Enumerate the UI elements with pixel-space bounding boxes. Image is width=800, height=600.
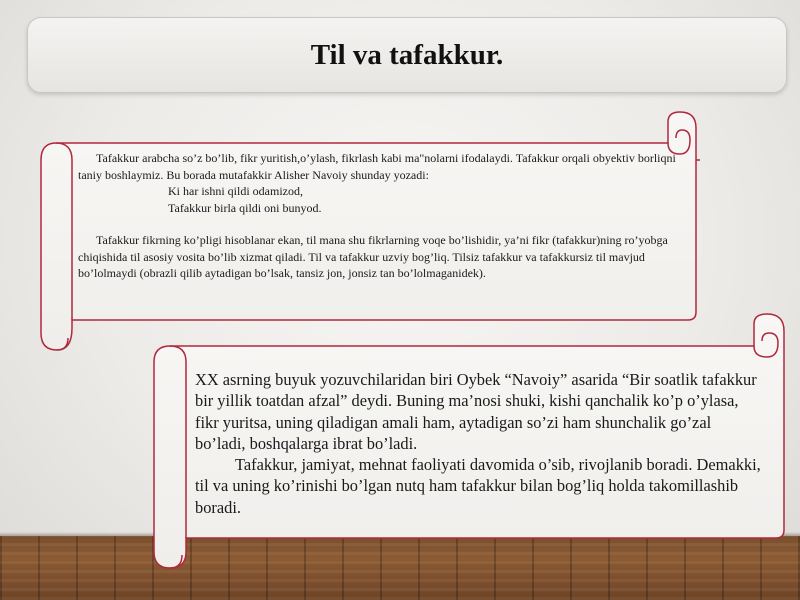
verse-line-1: Ki har ishni qildi odamizod,: [168, 184, 303, 198]
scroll-1-paragraph-2: Tafakkur fikrning ko’pligi hisoblanar ekan, til mana shu fikrlarning voqe bo’lishidir, ya’ni fikr (tafakkur)ning ro’yobga chiqishida til asosiy vosita bo’lib xizmat qiladi. Til va tafakkur uzviy bog’liq. Tilsiz tafakkur va tafakkursiz til mavjud bo’lolmaydi (obrazli qilib aytadigan bo’lsak, tansiz jon, jonsiz tan bo’lolmaganidek).: [78, 233, 668, 280]
verse-line-2: Tafakkur birla qildi oni bunyod.: [168, 200, 322, 215]
page-title: Til va tafakkur.: [310, 38, 504, 71]
scroll-2-paragraph-2: Tafakkur, jamiyat, mehnat faoliyati davomida o’sib, rivojlanib boradi. Demakki, til va uning ko’rinishi bo’lgan nutq ham tafakkur bilan bog’liq holda takomillashib boradi.: [195, 455, 761, 517]
scroll-2-text: [195, 369, 763, 518]
scroll-2-paragraph-1: XX asrning buyuk yozuvchilaridan biri Oybek “Navoiy” asarida “Bir soatlik tafakkur bir yillik toatdan afzal” deydi. Buning ma’nosi shuki, kishi qanchalik ko’p o’ylasa, fikr yuritsa, uning qiladigan amali ham, aytadigan so’zi ham shunchalik go’zal bo’ladi, boshqalarga ibrat bo’ladi.: [195, 370, 757, 453]
scroll-1-text: [78, 150, 678, 282]
scroll-1-paragraph-1: Tafakkur arabcha so’z bo’lib, fikr yuritish,o’ylash, fikrlash kabi ma"nolarni ifodalaydi. Tafakkur orqali obyektiv borliqni taniy boshlaymiz. Bu borada mutafakkir Alisher Navoiy shunday yozadi:: [78, 151, 676, 182]
